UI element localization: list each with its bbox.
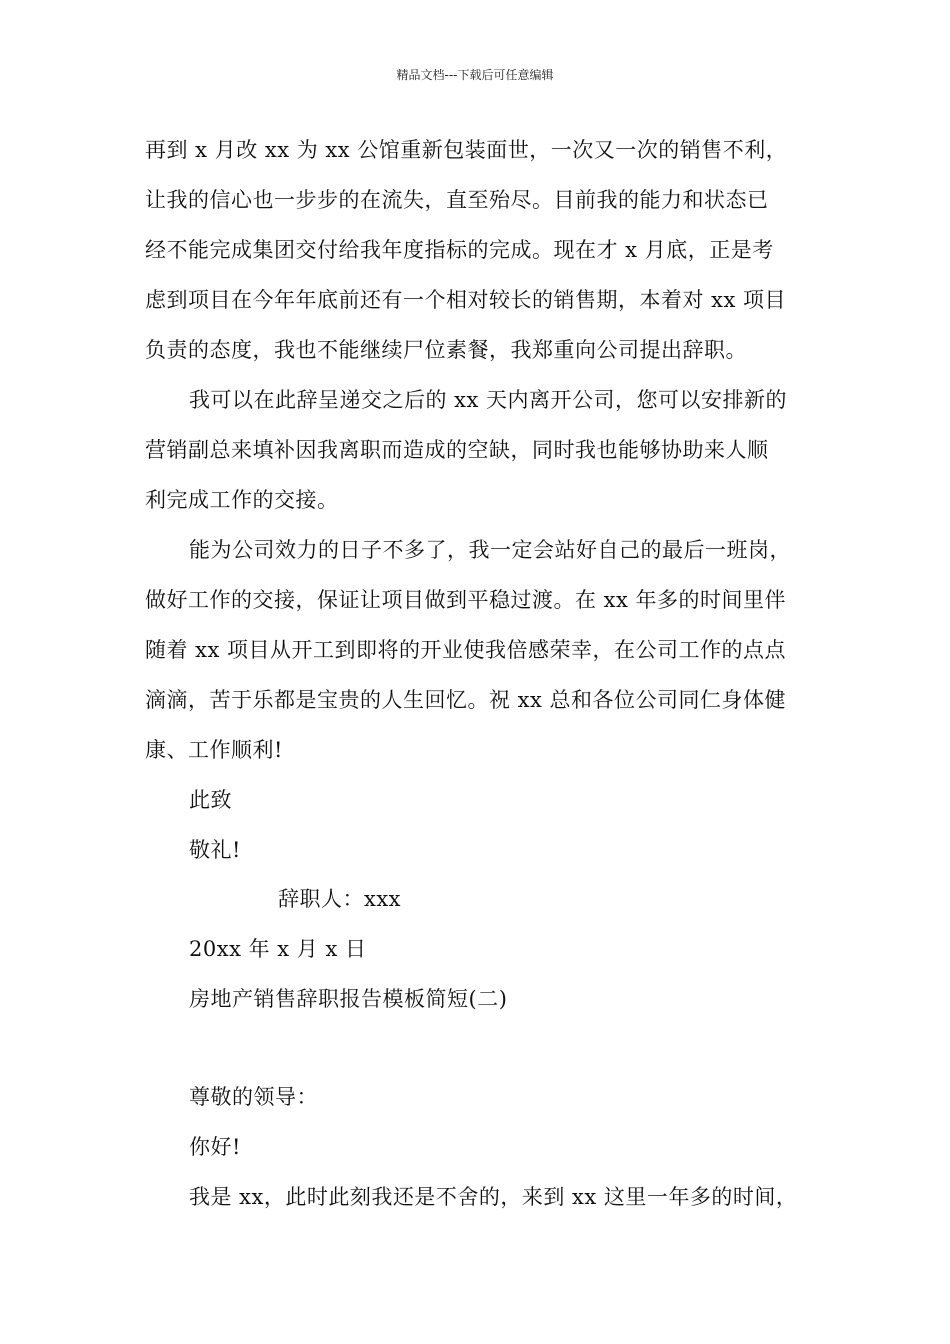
- paragraph-line: 我可以在此辞呈递交之后的 xx 天内离开公司，您可以安排新的: [189, 388, 788, 412]
- date-line: 20xx 年 x 月 x 日: [189, 937, 367, 961]
- section-title: 房地产销售辞职报告模板简短(二): [189, 987, 508, 1011]
- paragraph-line: 随着 xx 项目从开工到即将的开业使我倍感荣幸，在公司工作的点点: [145, 638, 787, 662]
- paragraph-line: 负责的态度，我也不能继续尸位素餐，我郑重向公司提出辞职。: [145, 338, 747, 362]
- paragraph-line: 能为公司效力的日子不多了，我一定会站好自己的最后一班岗，: [189, 538, 791, 562]
- greeting: 你好!: [189, 1135, 241, 1159]
- paragraph-line: 让我的信心也一步步的在流失，直至殆尽。目前我的能力和状态已: [145, 188, 769, 212]
- paragraph-line: 再到 x 月改 xx 为 xx 公馆重新包装面世，一次又一次的销售不利，: [145, 138, 788, 162]
- salutation: 尊敬的领导：: [189, 1085, 318, 1109]
- closing-line: 敬礼!: [189, 838, 241, 862]
- paragraph-line: 滴滴，苦于乐都是宝贵的人生回忆。祝 xx 总和各位公司同仁身体健: [145, 688, 787, 712]
- paragraph-line: 利完成工作的交接。: [145, 488, 339, 512]
- paragraph-line: 经不能完成集团交付给我年度指标的完成。现在才 x 月底，正是考: [145, 238, 774, 262]
- paragraph-line: 做好工作的交接，保证让项目做到平稳过渡。在 xx 年多的时间里伴: [145, 588, 787, 612]
- paragraph-line: 康、工作顺利!: [145, 738, 283, 762]
- page-header: 精品文档---下载后可任意编辑: [396, 68, 554, 82]
- paragraph-line: 我是 xx，此时此刻我还是不舍的，来到 xx 这里一年多的时间，: [189, 1185, 798, 1209]
- paragraph-line: 营销副总来填补因我离职而造成的空缺，同时我也能够协助来人顺: [145, 438, 769, 462]
- signature-line: 辞职人：xxx: [278, 887, 402, 911]
- paragraph-line: 虑到项目在今年年底前还有一个相对较长的销售期，本着对 xx 项目: [145, 288, 787, 312]
- closing-line: 此致: [189, 788, 232, 812]
